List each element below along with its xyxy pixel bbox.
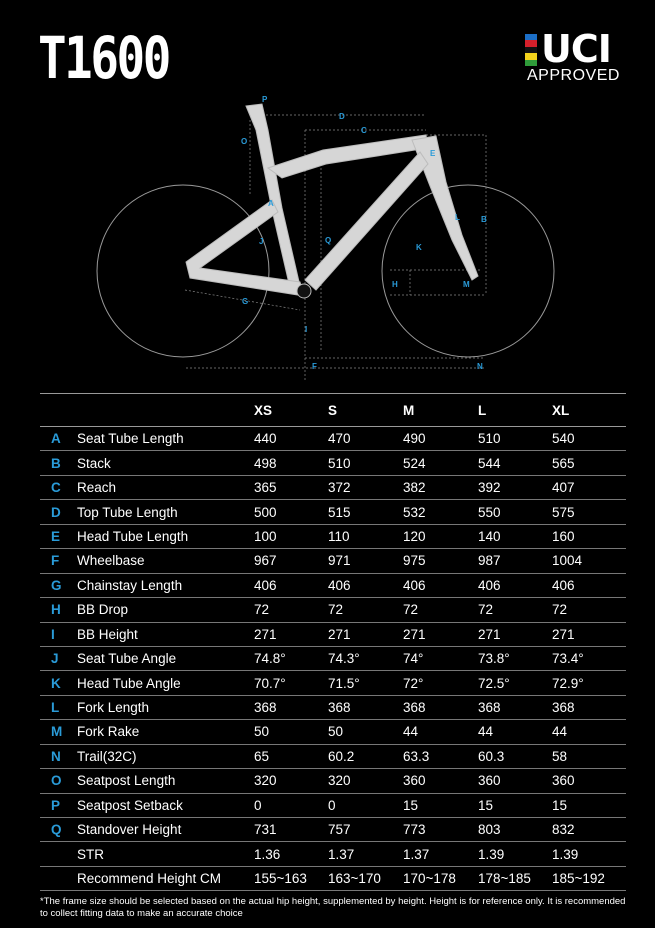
- row-letter: G: [51, 577, 62, 593]
- row-value: 368: [478, 700, 501, 716]
- row-value: 544: [478, 455, 501, 471]
- row-value: 72: [552, 602, 568, 618]
- row-value: 803: [478, 822, 501, 838]
- row-letter: N: [51, 748, 61, 764]
- geometry-label-d: D: [339, 112, 345, 121]
- table-row: [40, 720, 626, 744]
- row-label: Seat Tube Length: [77, 431, 184, 447]
- geometry-label-i: I: [305, 325, 308, 334]
- row-value: 515: [328, 504, 351, 520]
- row-value: 1.39: [478, 846, 505, 862]
- row-value: 510: [478, 431, 501, 447]
- page-title: T1600: [38, 24, 169, 92]
- frame-geometry-diagram: [0, 90, 655, 380]
- table-row: [40, 647, 626, 671]
- row-label: Standover Height: [77, 822, 182, 838]
- row-value: 365: [254, 480, 277, 496]
- row-value: 185~192: [552, 871, 605, 887]
- row-value: 72°: [403, 675, 424, 691]
- row-value: 498: [254, 455, 277, 471]
- row-label: Seat Tube Angle: [77, 651, 177, 667]
- geometry-label-o: O: [241, 137, 248, 146]
- row-letter: C: [51, 480, 61, 496]
- row-letter: F: [51, 553, 60, 569]
- row-value: 72.5°: [478, 675, 510, 691]
- row-value: 500: [254, 504, 277, 520]
- row-value: 406: [403, 577, 426, 593]
- row-value: 74.8°: [254, 651, 286, 667]
- row-label: BB Drop: [77, 602, 129, 618]
- row-label: Stack: [77, 455, 111, 471]
- size-header-xl: XL: [552, 402, 570, 418]
- geometry-label-b: B: [481, 215, 487, 224]
- row-label: Fork Rake: [77, 724, 140, 740]
- row-label: Recommend Height CM: [77, 871, 222, 887]
- row-value: 550: [478, 504, 501, 520]
- row-value: 382: [403, 480, 426, 496]
- row-label: STR: [77, 846, 104, 862]
- row-value: 72: [478, 602, 494, 618]
- row-value: 832: [552, 822, 575, 838]
- geometry-label-j: J: [259, 237, 264, 246]
- row-value: 987: [478, 553, 501, 569]
- table-row: [40, 598, 626, 622]
- row-value: 73.8°: [478, 651, 510, 667]
- row-value: 160: [552, 528, 575, 544]
- row-value: 392: [478, 480, 501, 496]
- row-value: 975: [403, 553, 426, 569]
- geometry-label-f: F: [312, 362, 317, 371]
- geometry-label-c: C: [361, 126, 367, 135]
- row-value: 368: [552, 700, 575, 716]
- row-value: 532: [403, 504, 426, 520]
- row-letter: E: [51, 528, 61, 544]
- footnote: *The frame size should be selected based on the actual hip height, supplemented by height. Height is for reference only. It is recommended to collect fitting data to make an accurate choice: [40, 896, 626, 919]
- row-value: 360: [478, 773, 501, 789]
- geometry-label-l: L: [455, 213, 460, 222]
- row-value: 0: [328, 797, 336, 813]
- row-value: 407: [552, 480, 575, 496]
- row-value: 510: [328, 455, 351, 471]
- row-value: 490: [403, 431, 426, 447]
- row-value: 1.36: [254, 846, 281, 862]
- size-header-m: M: [403, 402, 415, 418]
- uci-badge-subtext: APPROVED: [527, 67, 620, 84]
- row-value: 773: [403, 822, 426, 838]
- row-value: 406: [478, 577, 501, 593]
- geometry-table: [40, 393, 626, 891]
- table-row: [40, 574, 626, 598]
- table-row: [40, 818, 626, 842]
- row-value: 44: [403, 724, 419, 740]
- uci-badge-text: UCI: [541, 27, 611, 71]
- row-letter: I: [51, 626, 55, 642]
- row-label: Head Tube Angle: [77, 675, 181, 691]
- row-value: 65: [254, 748, 270, 764]
- row-value: 74.3°: [328, 651, 360, 667]
- table-header: [40, 393, 626, 427]
- row-value: 360: [403, 773, 426, 789]
- table-row: [40, 525, 626, 549]
- row-label: BB Height: [77, 626, 138, 642]
- row-value: 440: [254, 431, 277, 447]
- row-value: 1.37: [328, 846, 355, 862]
- uci-approved-badge: [525, 27, 627, 86]
- row-value: 540: [552, 431, 575, 447]
- row-value: 368: [403, 700, 426, 716]
- row-label: Chainstay Length: [77, 577, 183, 593]
- row-value: 178~185: [478, 871, 531, 887]
- row-letter: B: [51, 455, 61, 471]
- geometry-label-a: A: [268, 199, 274, 208]
- row-value: 967: [254, 553, 277, 569]
- row-value: 406: [552, 577, 575, 593]
- row-value: 72.9°: [552, 675, 584, 691]
- row-label: Wheelbase: [77, 553, 145, 569]
- row-value: 72: [403, 602, 419, 618]
- row-value: 72: [254, 602, 270, 618]
- row-value: 60.2: [328, 748, 355, 764]
- row-value: 524: [403, 455, 426, 471]
- row-value: 15: [403, 797, 419, 813]
- row-value: 360: [552, 773, 575, 789]
- size-header-l: L: [478, 402, 487, 418]
- row-value: 372: [328, 480, 351, 496]
- row-value: 15: [478, 797, 494, 813]
- row-value: 74°: [403, 651, 424, 667]
- row-label: Seatpost Length: [77, 773, 176, 789]
- row-value: 60.3: [478, 748, 505, 764]
- row-value: 163~170: [328, 871, 381, 887]
- row-value: 271: [328, 626, 351, 642]
- row-value: 170~178: [403, 871, 456, 887]
- row-letter: L: [51, 700, 60, 716]
- table-row: [40, 476, 626, 500]
- geometry-label-g: G: [242, 297, 249, 306]
- row-value: 44: [478, 724, 494, 740]
- table-row: [40, 451, 626, 475]
- row-value: 271: [478, 626, 501, 642]
- row-value: 406: [254, 577, 277, 593]
- table-row: [40, 842, 626, 866]
- row-value: 1004: [552, 553, 583, 569]
- table-row: [40, 696, 626, 720]
- row-letter: K: [51, 675, 61, 691]
- row-value: 120: [403, 528, 426, 544]
- row-value: 406: [328, 577, 351, 593]
- row-value: 73.4°: [552, 651, 584, 667]
- row-label: Head Tube Length: [77, 528, 189, 544]
- table-row: [40, 745, 626, 769]
- row-value: 71.5°: [328, 675, 360, 691]
- row-value: 971: [328, 553, 351, 569]
- geometry-label-h: H: [392, 280, 398, 289]
- geometry-label-p: P: [262, 95, 268, 104]
- row-letter: P: [51, 797, 61, 813]
- row-value: 44: [552, 724, 568, 740]
- row-letter: O: [51, 773, 62, 789]
- size-header-s: S: [328, 402, 338, 418]
- rear-wheel: [97, 185, 269, 357]
- uci-stripes-icon: [525, 34, 537, 66]
- row-letter: H: [51, 602, 61, 618]
- row-label: Top Tube Length: [77, 504, 178, 520]
- uci-stripe: [525, 60, 537, 66]
- row-value: 757: [328, 822, 351, 838]
- table-row: [40, 549, 626, 573]
- row-label: Fork Length: [77, 700, 150, 716]
- row-label: Reach: [77, 480, 117, 496]
- row-value: 470: [328, 431, 351, 447]
- geometry-label-e: E: [430, 149, 436, 158]
- row-value: 320: [328, 773, 351, 789]
- table-row: [40, 427, 626, 451]
- table-row: [40, 623, 626, 647]
- row-value: 15: [552, 797, 568, 813]
- table-row: [40, 794, 626, 818]
- row-value: 271: [254, 626, 277, 642]
- row-value: 110: [328, 528, 350, 544]
- row-value: 1.37: [403, 846, 430, 862]
- geometry-label-k: K: [416, 243, 422, 252]
- row-letter: J: [51, 651, 59, 667]
- bottom-bracket: [297, 284, 311, 298]
- table-row: [40, 500, 626, 524]
- row-label: Seatpost Setback: [77, 797, 183, 813]
- row-letter: A: [51, 431, 61, 447]
- row-letter: Q: [51, 822, 62, 838]
- row-value: 271: [403, 626, 426, 642]
- size-header-xs: XS: [254, 402, 273, 418]
- row-value: 320: [254, 773, 277, 789]
- table-row: [40, 671, 626, 695]
- row-value: 70.7°: [254, 675, 286, 691]
- row-value: 100: [254, 528, 277, 544]
- row-value: 565: [552, 455, 575, 471]
- bike-frame: [186, 104, 478, 296]
- row-value: 368: [328, 700, 351, 716]
- table-row: [40, 867, 626, 891]
- row-value: 50: [254, 724, 270, 740]
- geometry-label-n: N: [477, 362, 483, 371]
- row-letter: M: [51, 724, 63, 740]
- row-value: 271: [552, 626, 575, 642]
- row-value: 0: [254, 797, 262, 813]
- row-value: 155~163: [254, 871, 307, 887]
- row-value: 368: [254, 700, 277, 716]
- row-value: 58: [552, 748, 568, 764]
- table-row: [40, 769, 626, 793]
- row-value: 731: [254, 822, 277, 838]
- row-value: 63.3: [403, 748, 430, 764]
- row-value: 575: [552, 504, 575, 520]
- row-letter: D: [51, 504, 61, 520]
- row-value: 140: [478, 528, 501, 544]
- geometry-label-q: Q: [325, 236, 332, 245]
- row-label: Trail(32C): [77, 748, 137, 764]
- row-value: 72: [328, 602, 344, 618]
- table-body: [40, 427, 626, 891]
- geometry-label-m: M: [463, 280, 470, 289]
- row-value: 1.39: [552, 846, 579, 862]
- row-value: 50: [328, 724, 344, 740]
